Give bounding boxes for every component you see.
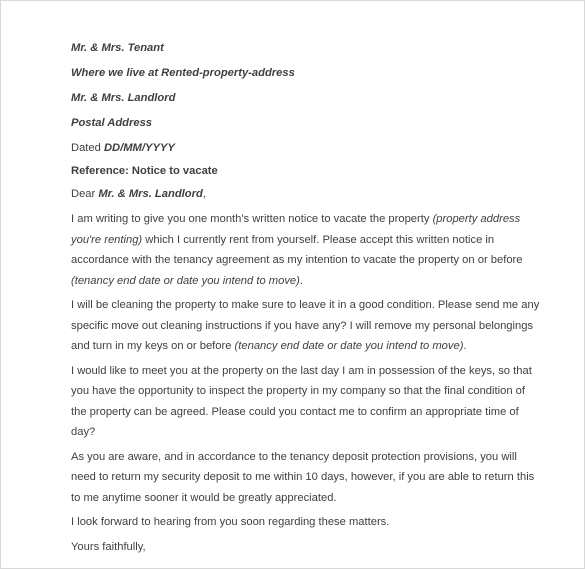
dated-label: Dated — [71, 142, 104, 154]
date-value: DD/MM/YYYY — [103, 142, 175, 154]
paragraph-notice-italic-a: (property address you're renting) — [71, 213, 521, 246]
paragraph-notice — [71, 209, 541, 291]
letter-body — [71, 40, 541, 561]
salutation-name: Mr. & Mrs. Landlord — [98, 188, 203, 200]
postal-address: Postal Address — [71, 117, 153, 129]
paragraph-closing-remark: I look forward to hearing from you soon regarding these matters. — [71, 516, 390, 528]
paragraph-inspection: I would like to meet you at the property on the last day I am in possession of the keys, so that you have the opportunity to inspect the property in my company so that the final condition of the property can be agreed. Please could you contact me to confirm an appropriate time of day? — [71, 364, 532, 438]
paragraph-notice-text-a: I am writing to give you one month's written notice to vacate the property — [71, 213, 433, 225]
salutation — [71, 186, 541, 203]
salutation-prefix: Dear — [71, 188, 99, 200]
reference-line: Reference: Notice to vacate — [71, 165, 218, 177]
closing-signoff: Yours faithfully, — [71, 540, 146, 553]
paragraph-cleaning — [71, 295, 541, 357]
salutation-suffix: , — [202, 188, 206, 200]
landlord-name: Mr. & Mrs. Landlord — [71, 92, 176, 104]
paragraph-notice-text-b: which I currently rent from yourself. Please accept this written notice in accordance with the tenancy agreement as my intention to vacate the property on or before — [71, 233, 523, 266]
paragraph-notice-text-c: . — [299, 274, 303, 287]
paragraph-deposit: As you are aware, and in accordance to the tenancy deposit protection provisions, you will need to return my security deposit to me within 10 days, however, if you are able to return this to me anytime sooner it would be greatly appreciated. — [71, 450, 535, 504]
paragraph-cleaning-text-a: I will be cleaning the property to make sure to leave it in a good condition. Please send me any specific move out cleaning instructions if you have any? I will remove my personal belongings and turn in my keys on or before — [71, 299, 540, 352]
paragraph-notice-italic-b: (tenancy end date or date you intend to move) — [71, 274, 300, 287]
paragraph-cleaning-italic-a: (tenancy end date or date you intend to move) — [234, 340, 464, 352]
date-line — [71, 140, 541, 157]
tenant-address: Where we live at Rented-property-address — [71, 67, 295, 79]
paragraph-cleaning-text-b: . — [463, 340, 467, 352]
tenant-name: Mr. & Mrs. Tenant — [71, 42, 164, 54]
